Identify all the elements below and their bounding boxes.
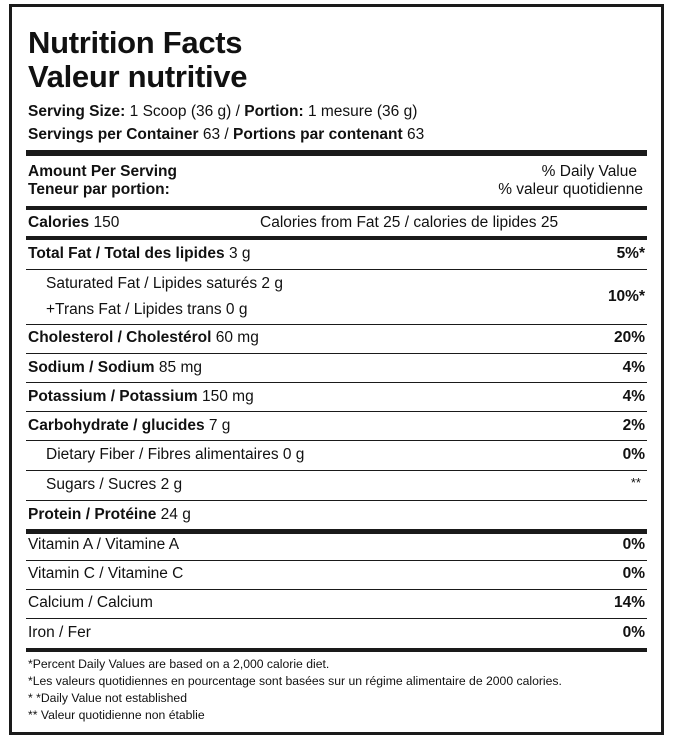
serving-size-label: Serving Size: [28,103,126,120]
portions-value: 63 [402,126,425,143]
thin-divider [26,589,647,590]
footnote-percent-daily-values: *Percent Daily Values are based on a 2,000 calorie diet. [28,657,330,671]
calories-value: 150 [89,214,120,231]
nutrient-daily-value: 20% [613,329,645,346]
thin-divider [26,440,647,441]
mineral-daily-value: 0% [622,624,645,641]
nutrient-name: Cholesterol / Cholestérol [28,329,212,346]
thin-divider [26,500,647,501]
servings-value: 63 / [198,126,234,143]
nutrient-name: +Trans Fat / Lipides trans 0 g [46,301,248,318]
vitamin-daily-value: 0% [622,565,645,582]
serving-size-line [28,103,417,121]
valeur-quotidienne-header: % valeur quotidienne [498,181,643,198]
thin-divider [26,382,647,383]
nutrient-label [28,417,230,435]
thick-divider [26,150,647,156]
thick-divider [26,529,647,534]
nutrient-daily-value: 4% [622,359,645,376]
amount-per-serving: Amount Per Serving [28,163,177,180]
nutrient-name: Sodium / Sodium [28,359,155,376]
portion-label: Portion: [244,103,304,120]
nutrient-name: Saturated Fat / Lipides saturés 2 g [46,275,283,292]
footnote-valeur-non-etablie: ** Valeur quotidienne non établie [28,708,205,722]
vitamin-name: Vitamin A / Vitamine A [28,536,180,553]
nutrient-label [28,388,254,406]
teneur-par-portion: Teneur par portion: [28,181,170,198]
nutrient-name: Total Fat / Total des lipides [28,245,225,262]
medium-divider [26,236,647,240]
vitamin-daily-value: 0% [622,536,645,553]
mineral-daily-value: 14% [613,594,645,611]
calories-from-fat: Calories from Fat 25 / calories de lipides 25 [260,214,559,231]
mineral-name: Calcium / Calcium [28,594,153,611]
mineral-name: Iron / Fer [28,624,91,641]
nutrient-amount: 150 mg [197,388,254,405]
portion-value: 1 mesure (36 g) [303,103,418,120]
title-french: Valeur nutritive [28,59,248,94]
servings-per-container-line [28,126,424,144]
nutrient-amount: 24 g [156,506,191,523]
nutrient-name: Dietary Fiber / Fibres alimentaires 0 g [46,446,305,463]
footnote-daily-value-not-established: * *Daily Value not established [28,691,187,705]
nutrient-name: Sugars / Sucres 2 g [46,476,183,493]
thin-divider [26,324,647,325]
nutrient-amount: 85 mg [154,359,202,376]
nutrient-label [28,359,202,377]
footnote-valeurs-quotidiennes: *Les valeurs quotidiennes en pourcentage sont basées sur un régime alimentaire de 2000 calories. [28,674,562,688]
nutrient-daily-value: ** [630,475,641,490]
nutrient-amount: 60 mg [211,329,259,346]
nutrient-daily-value: 4% [622,388,645,405]
thin-divider [26,411,647,412]
medium-divider [26,206,647,210]
nutrient-name: Carbohydrate / glucides [28,417,205,434]
nutrient-daily-value: 5%* [616,245,645,262]
thin-divider [26,353,647,354]
medium-divider [26,648,647,652]
nutrient-amount: 3 g [224,245,251,262]
calories-label: Calories [28,214,90,231]
serving-size-value: 1 Scoop (36 g) / [125,103,245,120]
calories-text [28,214,119,232]
servings-label: Servings per Container [28,126,199,143]
thin-divider [26,618,647,619]
nutrient-daily-value: 0% [622,446,645,463]
thin-divider [26,269,647,270]
daily-value-header: % Daily Value [541,163,637,180]
nutrient-daily-value: 2% [622,417,645,434]
thin-divider [26,470,647,471]
nutrient-daily-value: 10%* [607,288,645,305]
nutrient-label [28,245,251,263]
nutrient-name: Potassium / Potassium [28,388,198,405]
nutrient-name: Protein / Protéine [28,506,157,523]
title-english: Nutrition Facts [28,25,243,60]
nutrient-label [28,329,259,347]
nutrient-amount: 7 g [204,417,231,434]
portions-label: Portions par contenant [233,126,403,143]
nutrient-label [28,506,191,524]
amount-header [26,163,647,203]
nutrition-facts-label [9,4,664,735]
thin-divider [26,560,647,561]
vitamin-name: Vitamin C / Vitamine C [28,565,184,582]
